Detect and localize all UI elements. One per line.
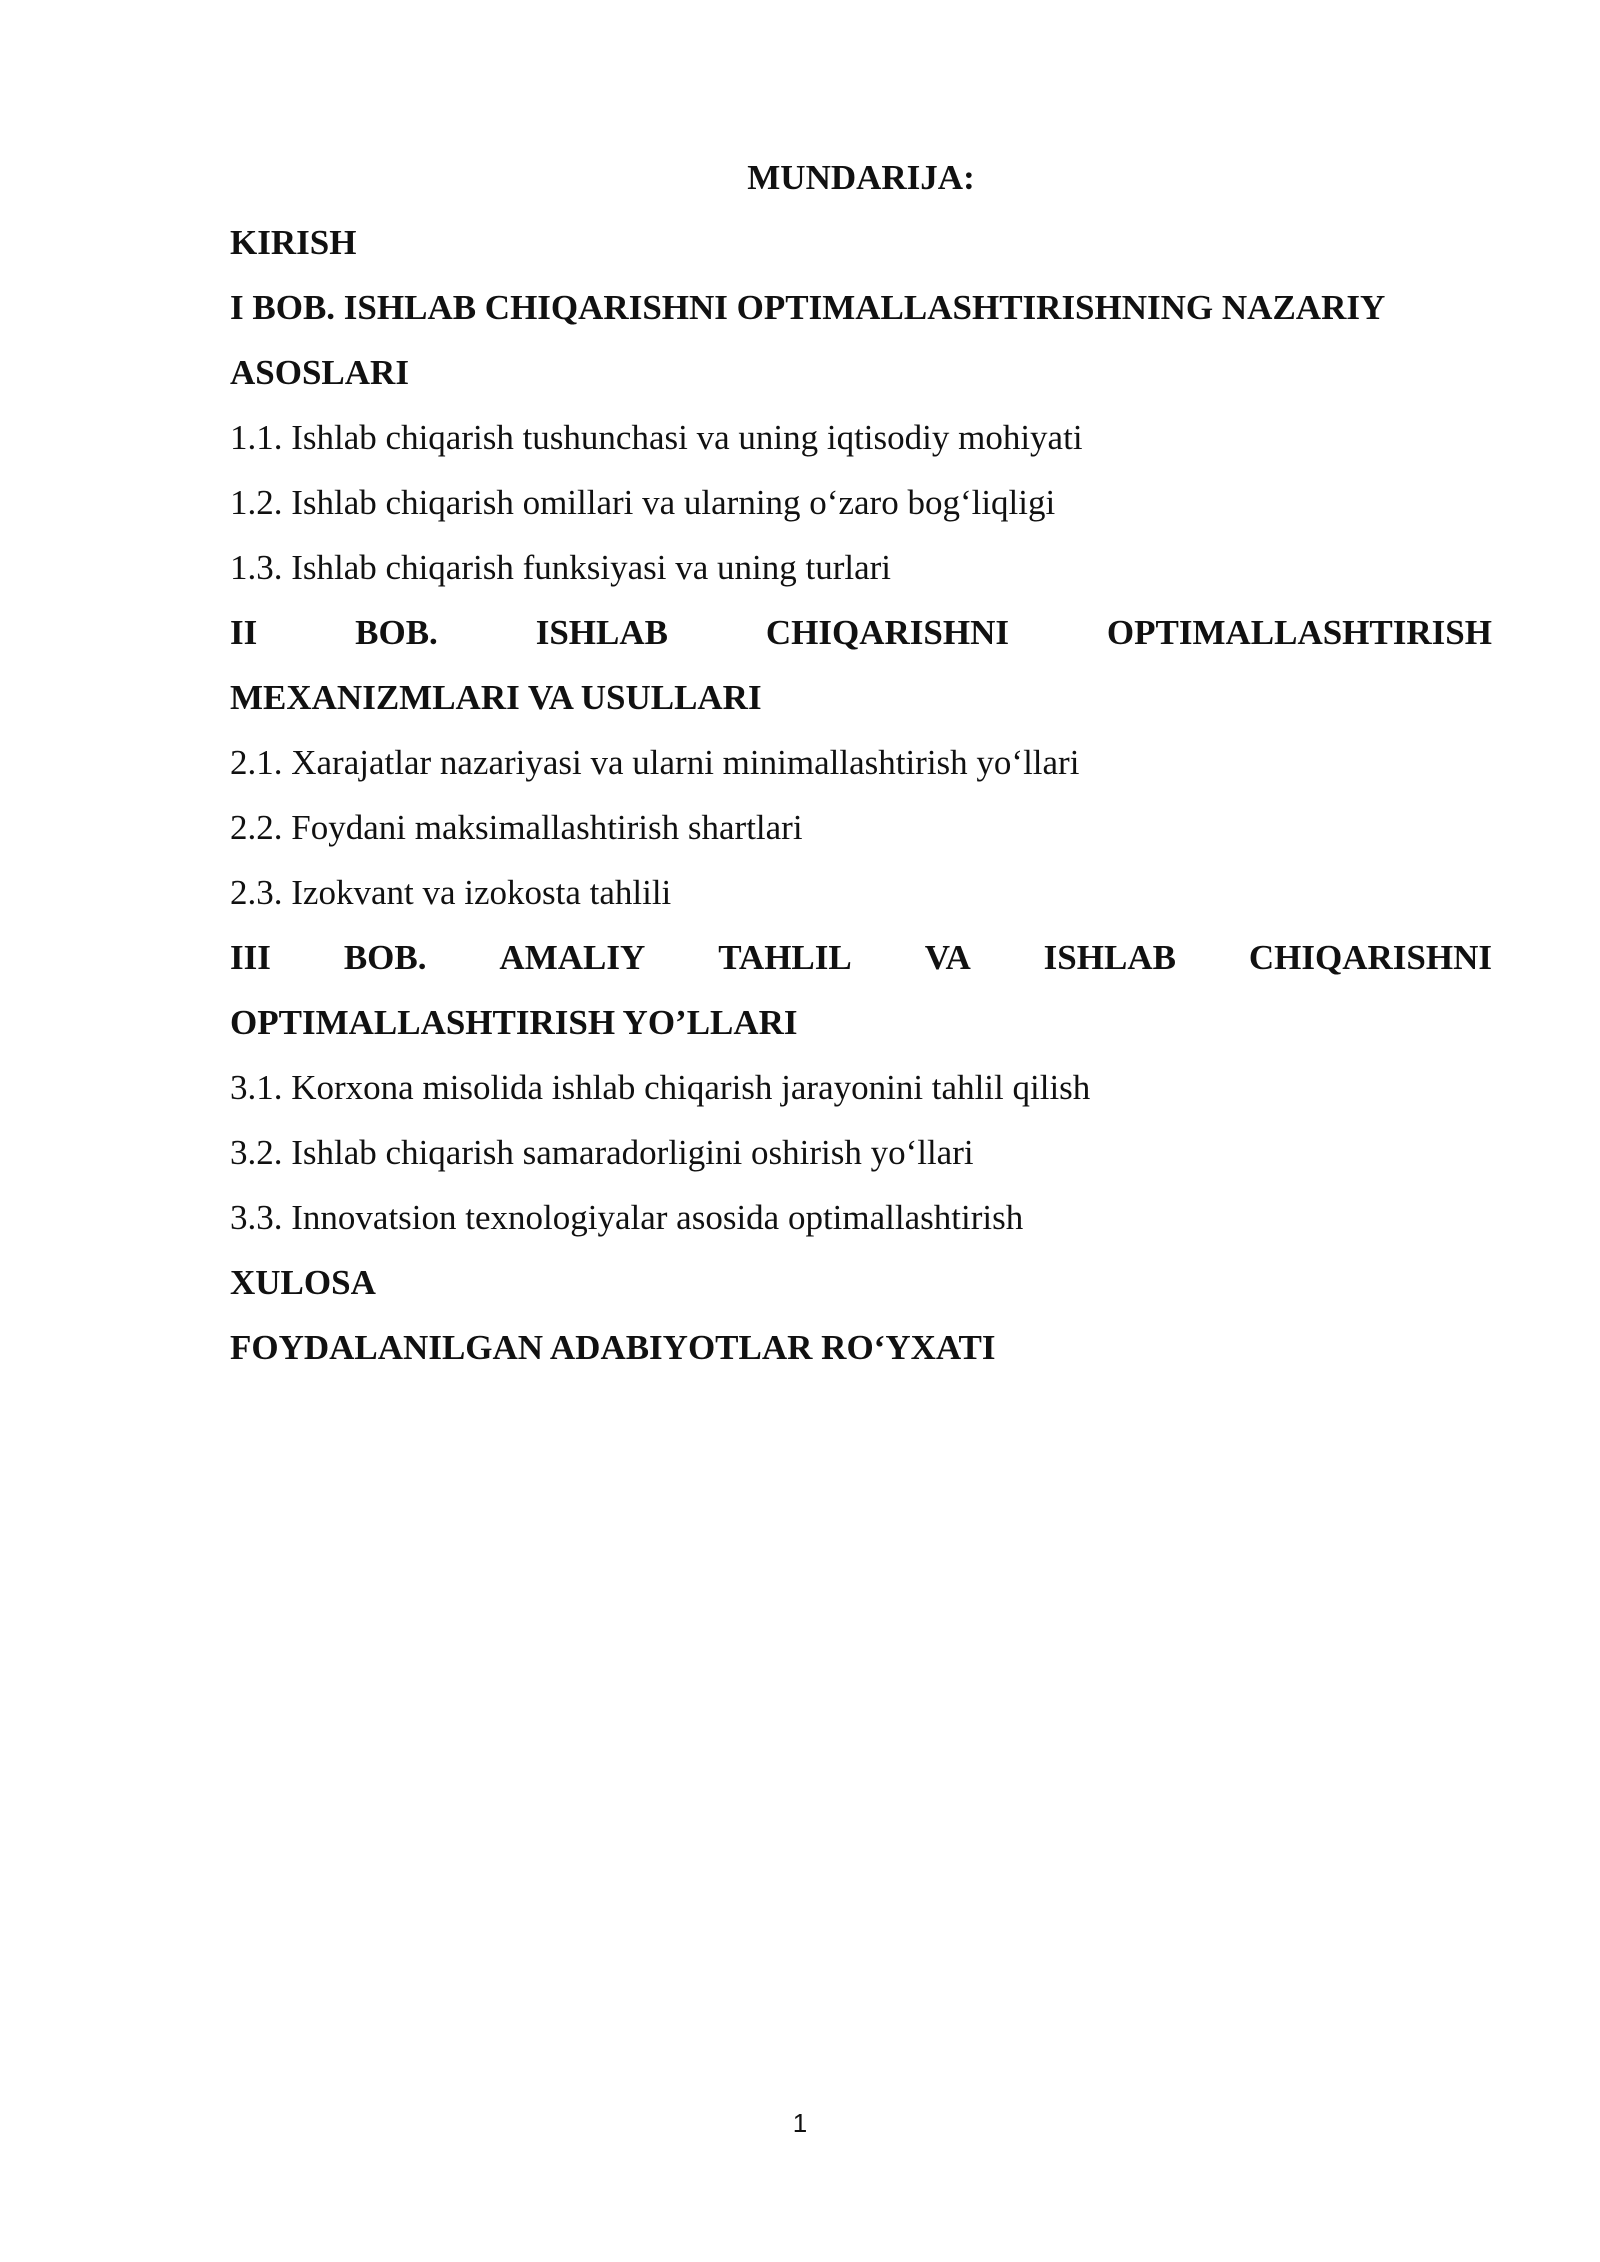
toc-section-1-3: 1.3. Ishlab chiqarish funksiyasi va uning turlari [230,548,891,587]
chapter-3-word: VA [924,938,971,977]
toc-section-2-3: 2.3. Izokvant va izokosta tahlili [230,873,672,912]
toc-title: MUNDARIJA: [747,158,975,197]
chapter-2-word: OPTIMALLASHTIRISH [1106,613,1492,652]
toc-chapter-1-heading-line-1: I BOB. ISHLAB CHIQARISHNI OPTIMALLASHTIRISHNING NAZARIY [230,288,1386,327]
chapter-3-word: TAHLIL [718,938,852,977]
toc-chapter-3-heading-line-2: OPTIMALLASHTIRISH YO’LLARI [230,1003,798,1042]
chapter-2-word: ISHLAB [535,613,668,652]
chapter-2-word: BOB. [355,613,438,652]
toc-entry-introduction: KIRISH [230,223,357,262]
toc-section-3-2: 3.2. Ishlab chiqarish samaradorligini oshirish yo‘llari [230,1133,974,1172]
toc-chapter-2-heading-line-2: MEXANIZMLARI VA USULLARI [230,678,762,717]
toc-section-2-2: 2.2. Foydani maksimallashtirish shartlari [230,808,803,847]
toc-chapter-2-heading-line-1 [230,600,1492,665]
toc-section-1-2: 1.2. Ishlab chiqarish omillari va ularning o‘zaro bog‘liqligi [230,483,1056,522]
chapter-2-word: II [230,613,258,652]
chapter-3-word: BOB. [343,938,427,977]
toc-section-1-1: 1.1. Ishlab chiqarish tushunchasi va uning iqtisodiy mohiyati [230,418,1083,457]
toc-section-2-1: 2.1. Xarajatlar nazariyasi va ularni minimallashtirish yo‘llari [230,743,1080,782]
toc-chapter-1-heading-line-2: ASOSLARI [230,353,409,392]
chapter-3-word: AMALIY [499,938,646,977]
toc-entry-references: FOYDALANILGAN ADABIYOTLAR RO‘YXATI [230,1328,996,1367]
page-number: 1 [792,2108,808,2138]
table-of-contents [230,145,1492,1380]
chapter-3-word: ISHLAB [1043,938,1176,977]
toc-section-3-3: 3.3. Innovatsion texnologiyalar asosida optimallashtirish [230,1198,1024,1237]
chapter-2-word: CHIQARISHNI [765,613,1009,652]
toc-chapter-3-heading-line-1 [230,925,1492,990]
chapter-3-word: III [230,938,271,977]
chapter-3-word: CHIQARISHNI [1248,938,1492,977]
toc-entry-conclusion: XULOSA [230,1263,376,1302]
toc-section-3-1: 3.1. Korxona misolida ishlab chiqarish jarayonini tahlil qilish [230,1068,1091,1107]
